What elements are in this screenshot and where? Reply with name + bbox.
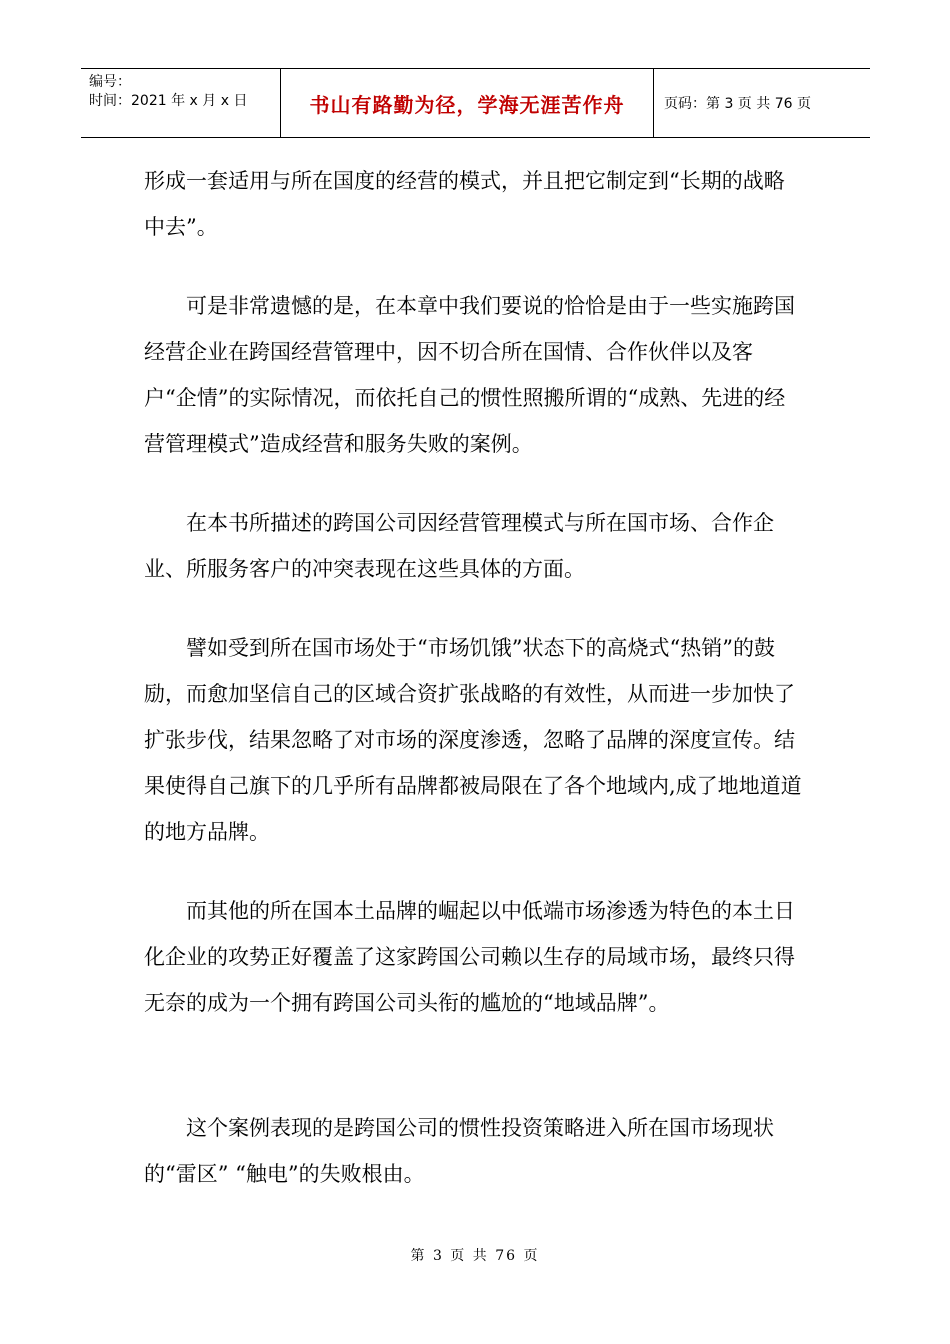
date-line: 时间：2021 年 x 月 x 日 xyxy=(89,93,248,109)
paragraph-6: 这个案例表现的是跨国公司的惯性投资策略进入所在国市场现状的“雷区” “触电”的失败根由。 xyxy=(144,1116,774,1186)
paragraph-5: 而其他的所在国本土品牌的崛起以中低端市场渗透为特色的本土日化企业的攻势正好覆盖了这家跨国公司赖以生存的局域市场，最终只得无奈的成为一个拥有跨国公司头衔的尴尬的“地域品牌”。 xyxy=(144,899,795,1015)
paragraph-4: 譬如受到所在国市场处于“市场饥饿”状态下的高烧式“热销”的鼓励，而愈加坚信自己的区域合资扩张战略的有效性，从而进一步加快了扩张步伐，结果忽略了对市场的深度渗透，忽略了品牌的深度宣传。结果使得自己旗下的几乎所有品牌都被局限在了各个地域内,成了地地道道的地方品牌。 xyxy=(144,636,802,844)
header-page-info: 页码：第 3 页 共 76 页 xyxy=(664,96,811,112)
paragraph-1: 形成一套适用与所在国度的经营的模式，并且把它制定到“长期的战略中去”。 xyxy=(144,169,785,239)
document-body xyxy=(144,158,804,1197)
header-motto: 书山有路勤为径，学海无涯苦作舟 xyxy=(281,69,654,137)
paragraph-3: 在本书所描述的跨国公司因经营管理模式与所在国市场、合作企业、所服务客户的冲突表现在这些具体的方面。 xyxy=(144,511,774,581)
serial-number-label: 编号： xyxy=(89,74,131,90)
paragraph-2: 可是非常遗憾的是，在本章中我们要说的恰恰是由于一些实施跨国经营企业在跨国经营管理中，因不切合所在国情、合作伙伴以及客户“企情”的实际情况，而依托自己的惯性照搬所谓的“成熟、先进的经营管理模式”造成经营和服务失败的案例。 xyxy=(144,294,795,456)
page-header xyxy=(81,68,870,138)
header-meta xyxy=(81,69,281,137)
page-footer: 第 3 页 共 76 页 xyxy=(410,1248,540,1264)
